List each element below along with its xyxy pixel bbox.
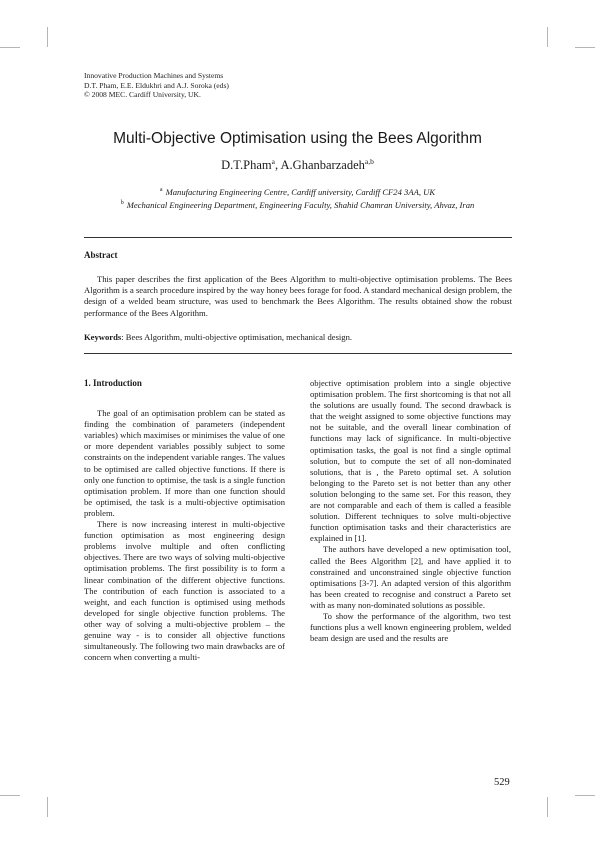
author-ghanbarzadeh-affil-mark: a,b [364, 157, 374, 166]
page-number: 529 [494, 777, 510, 788]
affiliation-a-text: Manufacturing Engineering Centre, Cardiff university, Cardiff CF24 3AA, UK [165, 187, 436, 197]
header-copyright: © 2008 MEC. Cardiff University, UK. [84, 90, 201, 100]
body-paragraph: The goal of an optimisation problem can be stated as finding the combination of parameters (independent variables) which maximises or minimises the value of one or more dependent variables possibly subject to some constraints on the independent variable ranges. The values to be optimised are called objective functions. If there is only one function to optimise, the task is a single function optimisation problem. If more than one function should be optimised, the task is a multi-objective optimisation problem. [84, 408, 285, 518]
body-paragraph-continued: objective optimisation problem into a single objective optimisation problem. The first shortcoming is that not all the solutions are usually found. The second drawback is that the weight assigned to some objective functions may not be suitable, and the overall linear combination of functions may lack of significance. In multi-objective optimisation tasks, the goal is not find a single optimal solution, but to compute the set of all non-dominated solutions, that is , the Pareto optimal set. A solution belonging to the Pareto set is not better than any other solution belonging to the same set. For this reason, they are not comparable and each of them is called a feasible solution. Different techniques to solve multi-objective function optimisation tasks and their characteristics are explained in [1]. [310, 378, 511, 544]
crop-mark [47, 27, 48, 47]
body-paragraph: The authors have developed a new optimisation tool, called the Bees Algorithm [2], and have applied it to constrained and unconstrained single objective function optimisations [3-7]. An adapted version of this algorithm has been created to recognise and construct a Pareto set with as many non-dominated solutions as possible. [310, 544, 511, 610]
abstract-text: This paper describes the first application of the Bees Algorithm to multi-objective optimisation problems. The Bees Algorithm is a search procedure inspired by the way honey bees forage for food. A standard mechanical design problem, the design of a welded beam structure, was used to benchmark the Bees Algorithm. The results obtained show the robust performance of the Bees Algorithm. [84, 274, 512, 318]
body-paragraph: There is now increasing interest in multi-objective function optimisation as most engineering design problems involve multiple and often conflicting objectives. There are two ways of solving multi-objective optimisation problems. The first possibility is to form a linear combination of the different objective functions. The contribution of each function is associated to a weight, and each function is optimised using methods developed for single objective function problems. The other way of solving a multi-objective problem – the genuine way - is to consider all objective functions simultaneously. The following two main drawbacks are of concern when converting a multi- [84, 519, 285, 663]
keywords-label: Keywords [84, 332, 122, 342]
crop-mark [547, 27, 548, 47]
affiliation-a [0, 187, 595, 197]
author-pham: D.T.Pham [221, 158, 272, 173]
publication-header [84, 71, 229, 100]
affiliation-a-mark: a [159, 187, 163, 194]
author-ghanbarzadeh: A.Ghanbarzadeh [280, 158, 365, 173]
crop-mark [0, 47, 20, 48]
body-paragraph: To show the performance of the algorithm, two test functions plus a well known engineering problem, welded beam design are used and the results are [310, 610, 511, 644]
keywords-text: : Bees Algorithm, multi-objective optimisation, mechanical design. [121, 332, 353, 342]
author-pham-affil-mark: a [271, 157, 275, 166]
crop-mark [575, 47, 595, 48]
left-column [84, 378, 285, 663]
affiliation-b [0, 200, 595, 210]
keywords [84, 332, 512, 343]
abstract-heading: Abstract [84, 250, 118, 260]
crop-mark [575, 795, 595, 796]
affiliation-b-text: Mechanical Engineering Department, Engineering Faculty, Shahid Chamran University, Ahvaz, Iran [126, 200, 475, 210]
author-line [0, 157, 595, 173]
affiliation-b-mark: b [120, 200, 124, 207]
abstract-top-rule [84, 237, 512, 238]
author-separator: , [274, 158, 281, 173]
crop-mark [0, 795, 20, 796]
crop-mark [547, 797, 548, 817]
header-series: Innovative Production Machines and Systems [84, 71, 224, 80]
crop-mark [47, 797, 48, 817]
paper-title: Multi-Objective Optimisation using the Bees Algorithm [113, 130, 482, 147]
header-editors: D.T. Pham, E.E. Eldukhri and A.J. Soroka (eds) [84, 80, 229, 90]
section-heading: 1. Introduction [84, 378, 142, 388]
right-column [310, 378, 511, 644]
abstract-bottom-rule [84, 353, 512, 354]
